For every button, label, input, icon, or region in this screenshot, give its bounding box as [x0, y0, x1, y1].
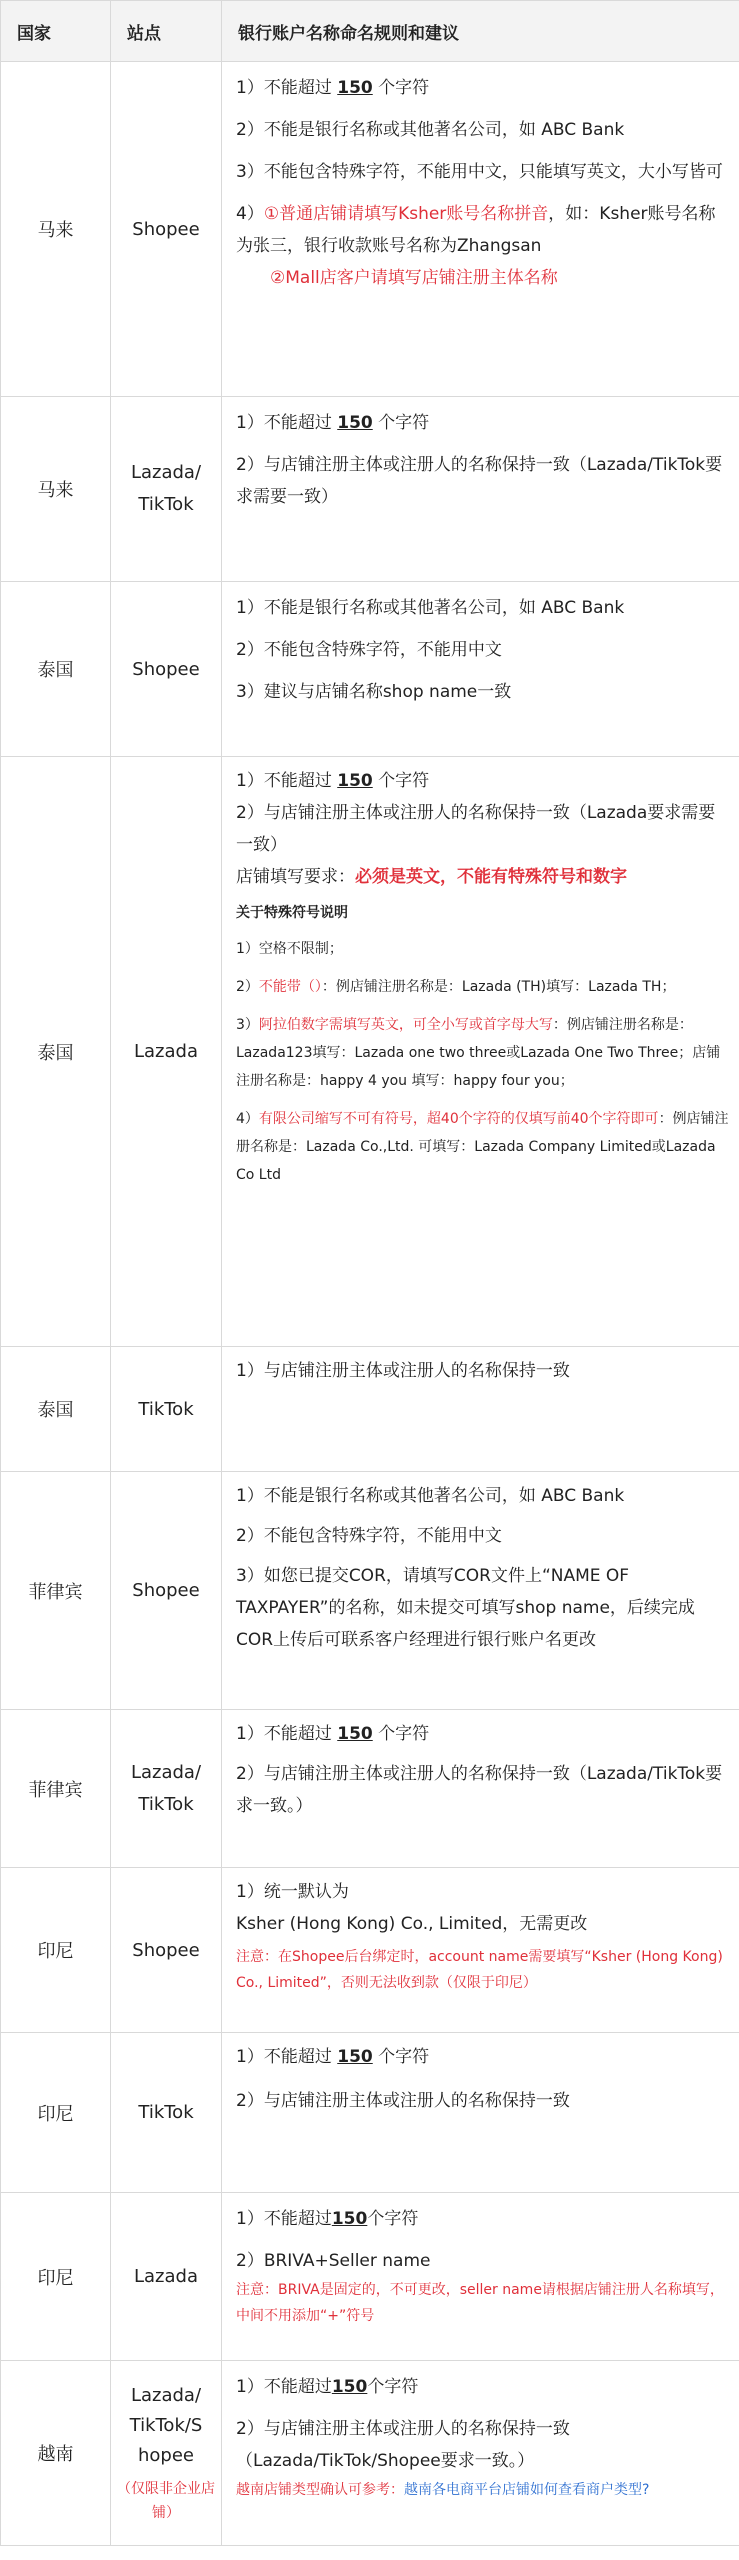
site-cell: [111, 2361, 222, 2546]
table-row: [1, 1868, 739, 2033]
rule-line: 1）不能超过 150 个字符: [236, 1724, 430, 1744]
site-cell: TikTok: [111, 1347, 222, 1472]
store-type-link[interactable]: 越南各电商平台店铺如何查看商户类型?: [404, 2482, 650, 2498]
rule-line: 2）与店铺注册主体或注册人的名称保持一致（Lazada要求需要一致）: [236, 803, 716, 855]
table-row: [1, 2193, 739, 2361]
rule-line: 1）不能超过150个字符: [236, 2377, 419, 2397]
site-cell: Shopee: [111, 1472, 222, 1710]
table-row: [1, 2033, 739, 2193]
rule-line: 2）与店铺注册主体或注册人的名称保持一致（Lazada/TikTok要求需要一致）: [236, 455, 723, 507]
header-site: 站点: [111, 1, 222, 62]
rule-line: 1）与店铺注册主体或注册人的名称保持一致: [236, 1361, 570, 1381]
country-cell: 印尼: [1, 2193, 111, 2361]
rule-line: 4）①普通店铺请填写Ksher账号名称拼音，如：Ksher账号名称为张三，银行收款账号名称为Zhangsan: [236, 204, 716, 256]
country-cell: 泰国: [1, 757, 111, 1347]
site-line: TikTok/S: [129, 2415, 203, 2436]
rules-cell: [222, 1710, 739, 1868]
rules-cell: [222, 757, 739, 1347]
rule-line: 店铺填写要求：必须是英文，不能有特殊符号和数字: [236, 867, 627, 887]
rule-line: 3）不能包含特殊字符，不能用中文，只能填写英文，大小写皆可: [236, 162, 723, 182]
site-cell: Lazada/ TikTok: [111, 397, 222, 582]
site-cell: Lazada: [111, 2193, 222, 2361]
rule-line: 2）BRIVA+Seller name: [236, 2251, 431, 2271]
rule-line: 1）不能超过 150 个字符: [236, 771, 430, 791]
rule-line: 1）空格不限制；: [236, 941, 343, 957]
site-cell: Shopee: [111, 582, 222, 757]
sub-heading: 关于特殊符号说明: [236, 905, 348, 921]
rules-cell: [222, 397, 739, 582]
rule-line: 2）不能包含特殊字符，不能用中文: [236, 640, 502, 660]
rule-line: 2）不能是银行名称或其他著名公司，如 ABC Bank: [236, 120, 625, 140]
country-cell: 菲律宾: [1, 1472, 111, 1710]
table-row: [1, 757, 739, 1347]
rule-line: 3）建议与店铺名称shop name一致: [236, 682, 512, 702]
rule-line: 3）阿拉伯数字需填写英文，可全小写或首字母大写：例店铺注册名称是：Lazada123填写：Lazada one two three或Lazada One Two Three；店铺注册名称是：happy 4 you 填写：happy four you；: [236, 1017, 721, 1089]
rule-line: 2）不能带（）：例店铺注册名称是：Lazada (TH)填写：Lazada TH；: [236, 979, 676, 995]
site-cell: TikTok: [111, 2033, 222, 2193]
table-row: [1, 397, 739, 582]
rule-line: 1）不能超过 150 个字符: [236, 2047, 430, 2067]
site-note: （仅限非企业店铺）: [117, 2481, 215, 2521]
rules-cell: [222, 1868, 739, 2033]
rule-line: 1）不能超过150个字符: [236, 2209, 419, 2229]
rules-cell: [222, 1347, 739, 1472]
note-text: 注意：BRIVA是固定的，不可更改，seller name请根据店铺注册人名称填写，中间不用添加“+”符号: [236, 2282, 724, 2324]
rule-line: 2）与店铺注册主体或注册人的名称保持一致（Lazada/TikTok/Shopee要求一致。）: [236, 2419, 570, 2471]
rules-cell: [222, 2193, 739, 2361]
country-cell: 马来: [1, 397, 111, 582]
rules-cell: [222, 582, 739, 757]
rules-cell: [222, 2033, 739, 2193]
table-row: [1, 1347, 739, 1472]
site-cell: Lazada: [111, 757, 222, 1347]
site-cell: Shopee: [111, 62, 222, 397]
table-row: [1, 62, 739, 397]
rule-line: Ksher (Hong Kong) Co., Limited，无需更改: [236, 1914, 588, 1934]
country-cell: 印尼: [1, 1868, 111, 2033]
note-text: 越南店铺类型确认可参考：越南各电商平台店铺如何查看商户类型?: [236, 2482, 650, 2498]
note-text: 注意：在Shopee后台绑定时，account name需要填写“Ksher (Hong Kong) Co., Limited”，否则无法收到款（仅限于印尼）: [236, 1949, 723, 1991]
site-cell: Shopee: [111, 1868, 222, 2033]
rules-cell: [222, 62, 739, 397]
rules-cell: [222, 1472, 739, 1710]
rule-line: 1）不能是银行名称或其他著名公司，如 ABC Bank: [236, 598, 625, 618]
table-row: [1, 582, 739, 757]
country-cell: 马来: [1, 62, 111, 397]
rule-line: 1）统一默认为: [236, 1882, 349, 1902]
header-rules: 银行账户名称命名规则和建议: [222, 1, 739, 62]
rule-line: 1）不能超过 150 个字符: [236, 413, 430, 433]
rule-line: 1）不能是银行名称或其他著名公司，如 ABC Bank: [236, 1486, 625, 1506]
table-row: [1, 1472, 739, 1710]
country-cell: 印尼: [1, 2033, 111, 2193]
table-row: [1, 1710, 739, 1868]
header-country: 国家: [1, 1, 111, 62]
rule-line: 2）与店铺注册主体或注册人的名称保持一致: [236, 2091, 570, 2111]
rule-line: 4）有限公司缩写不可有符号，超40个字符的仅填写前40个字符即可：例店铺注册名称是：Lazada Co.,Ltd. 可填写：Lazada Company Limited或Lazada Co Ltd: [236, 1111, 729, 1183]
rule-line: 2）不能包含特殊字符，不能用中文: [236, 1526, 502, 1546]
site-line: Lazada/: [130, 2385, 202, 2406]
site-cell: Lazada/ TikTok: [111, 1710, 222, 1868]
country-cell: 菲律宾: [1, 1710, 111, 1868]
rule-line: 1）不能超过 150 个字符: [236, 78, 430, 98]
rule-line: 3）如您已提交COR，请填写COR文件上“NAME OF TAXPAYER”的名称，如未提交可填写shop name，后续完成COR上传后可联系客户经理进行银行账户名更改: [236, 1566, 695, 1650]
country-cell: 越南: [1, 2361, 111, 2546]
rules-cell: [222, 2361, 739, 2546]
rule-line: ②Mall店客户请填写店铺注册主体名称: [270, 268, 558, 288]
rule-line: 2）与店铺注册主体或注册人的名称保持一致（Lazada/TikTok要求一致。）: [236, 1764, 723, 1816]
table-row: [1, 2361, 739, 2546]
country-cell: 泰国: [1, 1347, 111, 1472]
site-line: hopee: [138, 2445, 194, 2466]
country-cell: 泰国: [1, 582, 111, 757]
header-row: [1, 1, 739, 62]
